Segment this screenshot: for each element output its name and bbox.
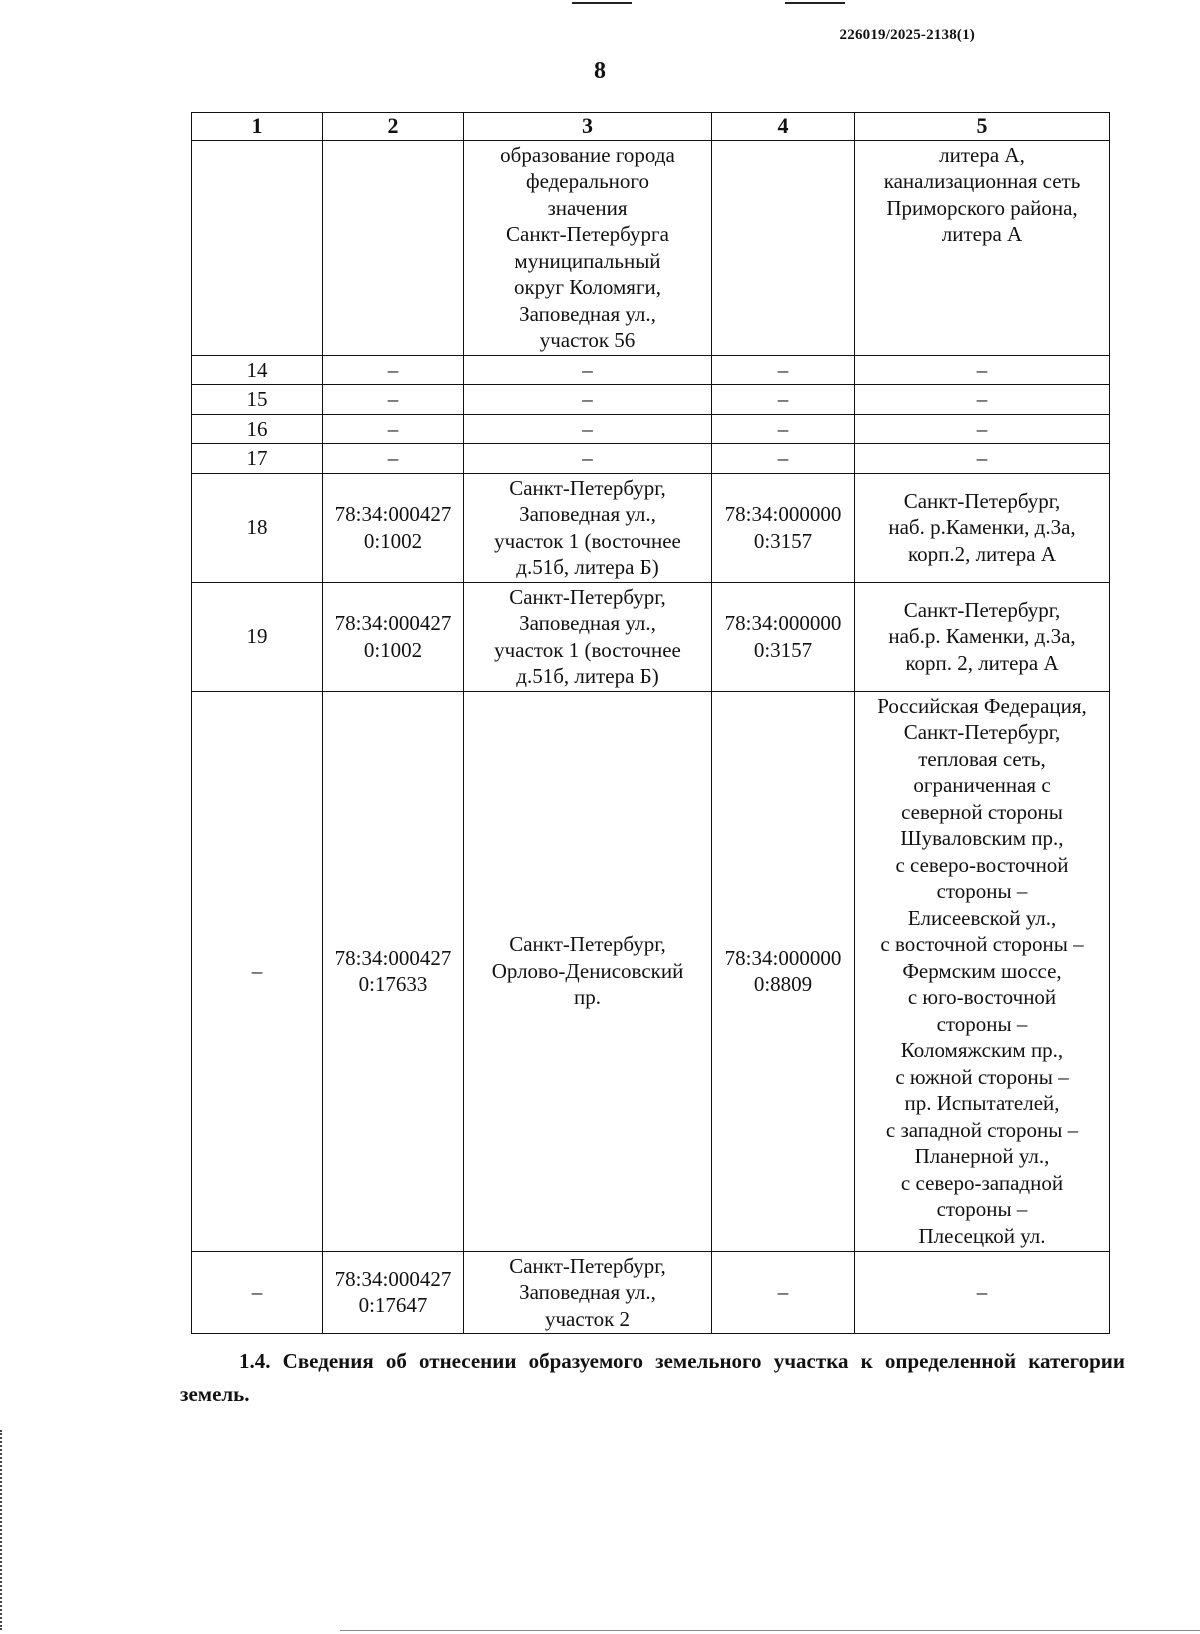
table-row [192, 140, 1110, 355]
building-number-cell [712, 140, 855, 355]
building-number-cell: – [712, 385, 855, 415]
column-header: 2 [323, 113, 464, 141]
column-header: 5 [855, 113, 1110, 141]
address-cell: Санкт-Петербург, Орлово-Денисовский пр. [464, 691, 712, 1251]
table-row [192, 444, 1110, 474]
building-address-cell: – [855, 355, 1110, 385]
building-number-cell: – [712, 414, 855, 444]
scan-edge-marks [0, 1430, 5, 1630]
row-number-cell: 18 [192, 473, 323, 582]
address-cell: – [464, 355, 712, 385]
building-address-cell: Санкт-Петербург, наб.р. Каменки, д.3а, корп. 2, литера А [855, 582, 1110, 691]
row-number-cell: 14 [192, 355, 323, 385]
row-number-cell: 19 [192, 582, 323, 691]
document-number: 226019/2025-2138(1) [839, 27, 975, 43]
table-row [192, 355, 1110, 385]
building-address-cell: Санкт-Петербург, наб. р.Каменки, д.3а, корп.2, литера А [855, 473, 1110, 582]
land-plot-table [191, 112, 1110, 1334]
row-number-cell: 17 [192, 444, 323, 474]
building-address-cell: – [855, 385, 1110, 415]
row-number-cell [192, 140, 323, 355]
column-header: 3 [464, 113, 712, 141]
address-cell: Санкт-Петербург, Заповедная ул., участок 1 (восточнее д.51б, литера Б) [464, 473, 712, 582]
building-number-cell: – [712, 355, 855, 385]
building-address-cell: – [855, 414, 1110, 444]
cadastral-number-cell: 78:34:000427 0:1002 [323, 473, 464, 582]
cadastral-number-cell: 78:34:000427 0:1002 [323, 582, 464, 691]
building-address-cell: Российская Федерация, Санкт-Петербург, тепловая сеть, ограниченная с северной стороны Шуваловским пр., с северо-восточной стороны – Елисеевской ул., с восточной стороны – Фермским шоссе, с юго-восточной стороны – Коломяжским пр., с южной стороны – пр. Испытателей, с западной стороны – Планерной ул., с северо-западной стороны – Плесецкой ул. [855, 691, 1110, 1251]
section-paragraph: 1.4. Сведения об отнесении образуемого земельного участка к определенной категории земель. [180, 1349, 1125, 1406]
cadastral-number-cell [323, 140, 464, 355]
scan-top-marks [0, 0, 1200, 10]
table-row [192, 691, 1110, 1251]
row-number-cell: – [192, 691, 323, 1251]
cadastral-number-cell: – [323, 414, 464, 444]
building-number-cell: – [712, 1251, 855, 1334]
address-cell: Санкт-Петербург, Заповедная ул., участок 1 (восточнее д.51б, литера Б) [464, 582, 712, 691]
address-cell: – [464, 385, 712, 415]
cadastral-number-cell: 78:34:000427 0:17633 [323, 691, 464, 1251]
building-number-cell: 78:34:000000 0:3157 [712, 582, 855, 691]
table-row [192, 582, 1110, 691]
column-header: 4 [712, 113, 855, 141]
building-address-cell: – [855, 444, 1110, 474]
table-row [192, 414, 1110, 444]
table-row [192, 385, 1110, 415]
row-number-cell: – [192, 1251, 323, 1334]
cadastral-number-cell: – [323, 385, 464, 415]
address-cell: образование города федерального значения Санкт-Петербурга муниципальный округ Коломяги, Заповедная ул., участок 56 [464, 140, 712, 355]
building-number-cell: – [712, 444, 855, 474]
table-header-row [192, 113, 1110, 141]
page-number: 8 [594, 58, 606, 84]
table-row [192, 1251, 1110, 1334]
address-cell: – [464, 444, 712, 474]
cadastral-number-cell: 78:34:000427 0:17647 [323, 1251, 464, 1334]
row-number-cell: 15 [192, 385, 323, 415]
row-number-cell: 16 [192, 414, 323, 444]
address-cell: – [464, 414, 712, 444]
table-row [192, 473, 1110, 582]
building-number-cell: 78:34:000000 0:8809 [712, 691, 855, 1251]
cadastral-number-cell: – [323, 355, 464, 385]
building-address-cell: литера А, канализационная сеть Приморского района, литера А [855, 140, 1110, 355]
building-address-cell: – [855, 1251, 1110, 1334]
column-header: 1 [192, 113, 323, 141]
cadastral-number-cell: – [323, 444, 464, 474]
building-number-cell: 78:34:000000 0:3157 [712, 473, 855, 582]
scan-bottom-line [340, 1630, 1200, 1631]
address-cell: Санкт-Петербург, Заповедная ул., участок 2 [464, 1251, 712, 1334]
